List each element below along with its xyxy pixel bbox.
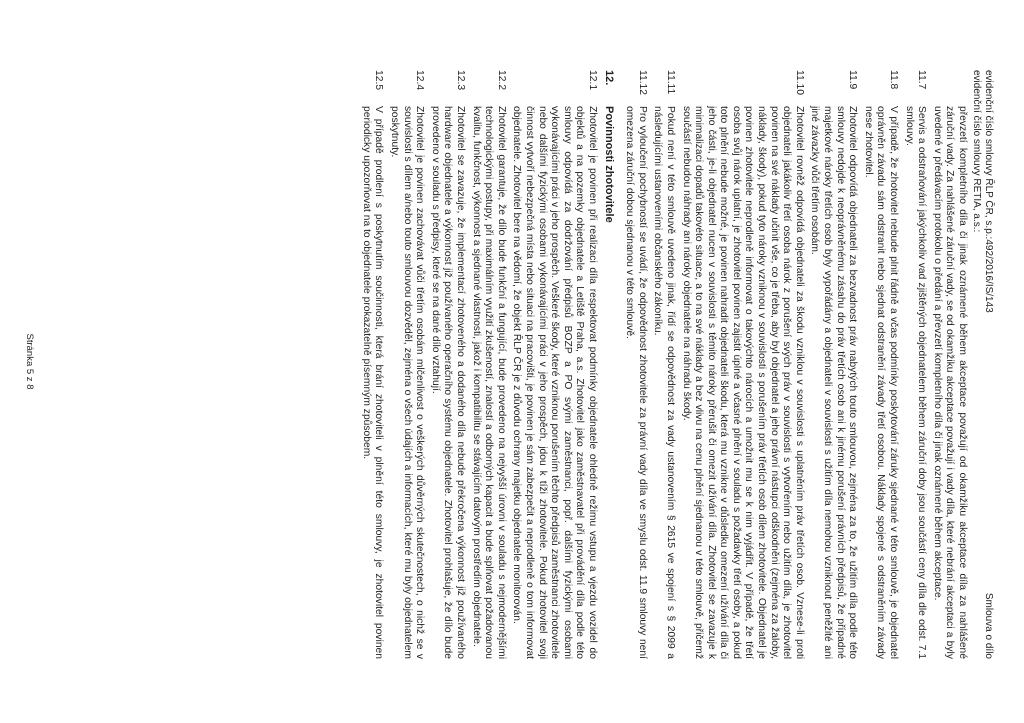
clause-12-5 [359, 70, 384, 659]
clause-number: 12.3 [455, 70, 467, 91]
page-header [968, 70, 998, 659]
page-number: Stránka 5 z 8 [23, 333, 35, 390]
clause-text: Zhotovitel odpovídá objednateli za bezvadnost práv nabytých touto smlouvou, zejména za to, že užitím díla podle této smlouvy nedojde k neoprávněnému zásahu do práv třetích osob ani k jinému porušení právních předpisů, že případné majetkové nároky třetích osob byly vypořádány a objednateli v souvislosti s užitím díla nemohou vzniknout peněžité ani jiné závazky vůči třetím osobám. [809, 106, 859, 659]
clause-number: 11.12 [636, 70, 648, 96]
clause-number: 12.1 [586, 70, 598, 91]
contract-number-retia: evidenční číslo smlouvy RETIA, a.s.: [971, 70, 982, 233]
clause-11-10 [679, 70, 805, 659]
clauses-section-11 [623, 70, 928, 659]
clause-text: Zhotovitel je povinen zachovávat vůči třetím osobám mlčenlivost o veškerých důvěrných skutečnostech, o nichž se v souvislosti s dílem a/nebo touto smlouvou dozvěděl, zejména o všech údajích a informacích, které mu byly objednatelem poskytnuty. [389, 106, 426, 659]
document-title: Smlouva o dílo [983, 592, 994, 659]
clause-number: 12.4 [414, 70, 426, 91]
clause-number: 11.10 [793, 70, 805, 96]
section-number: 12. [602, 70, 615, 86]
clause-text: Zhotovitel rovněž odpovídá objednateli za škodu vzniklou v souvislosti s uplatněním práv třetích osob. Vznese-li proti objednateli jakákoliv třetí osoba nárok z porušení svých práv v souvislosti s vytvořením nebo užitím díla, je zhotovitel povinen na své náklady učinit vše, co je třeba, aby byl objednatel a jeho právní nástupci odškodněni (zejména za žaloby, náklady, škody), pokud tyto nároky vzniknou v souvislosti s porušením práv třetích osob dílem zhotovitele. Objednatel je povinen zhotovitele neprodleně informovat o takovýchto nárocích a umožnit mu se k nim vyjádřit. V případě, že třetí osoba svůj nárok uplatní, je zhotovitel povinen zajistit úplné a včasné plnění v souladu s požadavky třetí osoby, a pokud toto plnění nebude možné, je povinen nahradit objednateli škodu, která mu vznikne v důsledku omezení užívání díla či jeho části, je-li objednatel nucen v souvislosti s těmito nároky přerušit či omezit užívání díla. Zhotovitel se zavazuje k minimalizaci dopadů takovéto situace, a to na své náklady a bez vlivu na cenu plnění sjednanou v této smlouvě, přičemž součástí nebudou náhrady ani nároky objednatele na náhradu škody. [680, 106, 805, 659]
clause-number: 11.11 [664, 70, 676, 95]
contract-reference [970, 70, 994, 313]
clause-11-7 [902, 70, 927, 659]
clause-11-11 [651, 70, 676, 659]
clause-11-9 [808, 70, 858, 659]
clause-12-2 [469, 70, 507, 659]
clause-text: V případě, že zhotovitel nebude plnit řádně a včas podmínky poskytování záruky sjednané v této smlouvě, je objednatel oprávněn závadu sám odstranit nebo sjednat odstranění závady třetí osobou. Náklady spojené s odstraněním závady nese zhotovitel. [862, 106, 900, 659]
clause-text: Pro vyloučení pochybností se uvádí, že odpovědnost zhotovitele za právní vady díla ve smyslu odst. 11.9 smlouvy není omezena záruční dobou sjednanou v této smlouvě. [624, 106, 648, 659]
clause-number: 11.9 [847, 70, 859, 90]
contract-number-rlp: evidenční číslo smlouvy ŘLP ČR, s.p.:492/2016/IS/143 [983, 70, 994, 313]
clause-number: 11.8 [888, 70, 900, 90]
clause-12-1 [510, 70, 598, 659]
clause-text: Servis a odstraňování jakýchkoliv vad zjištěných objednatelem během záruční doby jsou součástí ceny díla dle odst. 7.1 smlouvy. [903, 106, 928, 659]
clause-12-4 [387, 70, 425, 659]
clause-number: 11.7 [916, 70, 928, 90]
section-heading [602, 70, 615, 659]
clause-text: Pokud není v této smlouvě uvedeno jinak, řídí se odpovědnost za vady ustanovením § 2615 ve spojení s § 2099 a následujícími ustanoveními občanského zákoníku. [652, 106, 676, 659]
clause-text: Zhotovitel garantuje, že dílo bude funkční a fungující, bude provedeno na nejvyšší úrovni v souladu s nejmodernějšími technologickými postupy, při maximálním využití zkušeností, znalostí a odborných kapacit a bude splňovat požadovanou kvalitu, funkčnost, výkonnost a sjednané vlastnosti, jakož i kompatibilitu se stávajícím datovým prostředím objednatele. [470, 106, 507, 659]
clause-11-12 [623, 70, 648, 659]
clause-12-3 [428, 70, 466, 659]
clause-11-8 [861, 70, 899, 659]
section-title: Povinnosti zhotovitele [602, 106, 615, 223]
clauses-section-12 [359, 70, 598, 659]
clause-text: Zhotovitel je povinen při realizaci díla respektovat podmínky objednatele ohledně režimu vstupu a vjezdu vozidel do objektů a na pozemky objednatele a Letiště Praha, a.s. Zhotovitel jako zaměstnavatel při provádění díla podle této smlouvy odpovídá za dodržování předpisů BOZP a PO svými zaměstnanci, popř. dalšími fyzickými osobami vykonávajícími práci v jeho prospěch. Veškeré škody, které vzniknou porušením těchto předpisů zaměstnanci zhotovitele nebo dalšími fyzickými osobami vykonávajícími práci v jeho prospěch, jdou k tíži zhotovitele. Pokud zhotovitel svoji činnost vytvoří nebezpečná místa nebo situaci na pracovišti, je povinen je sám zabezpečit a neprodleně o tom informovat objednatele. Zhotovitel bere na vědomí, že objekt ŘLP ČR je z důvodu ochrany majetku objednatele monitorován. [511, 106, 598, 659]
clause-continuation [930, 70, 968, 659]
clause-text: Zhotovitel se zavazuje, že implementací zhotoveného a dodaného díla nebude překročena výkonnost již používaného hardware objednatele a výkonnost již používaného operačního systému objednatele. Zhotovitel prohlašuje, že dílo bude provedeno v souladu s předpisy, které se na dané dílo vztahují. [429, 106, 467, 659]
clause-number: 12.5 [373, 70, 385, 91]
clause-number: 12.2 [495, 70, 507, 91]
clause-text: V případě prodlení s poskytnutím součinnosti, která brání zhotoviteli v plnění této smlouvy, je zhotovitel povinen periodicky upozorňovat na to objednatele prokazatelně písemným způsobem. [360, 106, 385, 659]
clause-text: převzetí kompletního díla či jinak oznámené během akceptace považují od okamžiku akceptace díla za nahlášené záruční vady. Za nahlášené záruční vady, se od okamžiku akceptace považují i vady díla, které nebrání akceptaci a byly uvedené v předávacím protokolu o předání a převzetí kompletního díla či jinak oznámené během akceptace. [931, 106, 968, 659]
